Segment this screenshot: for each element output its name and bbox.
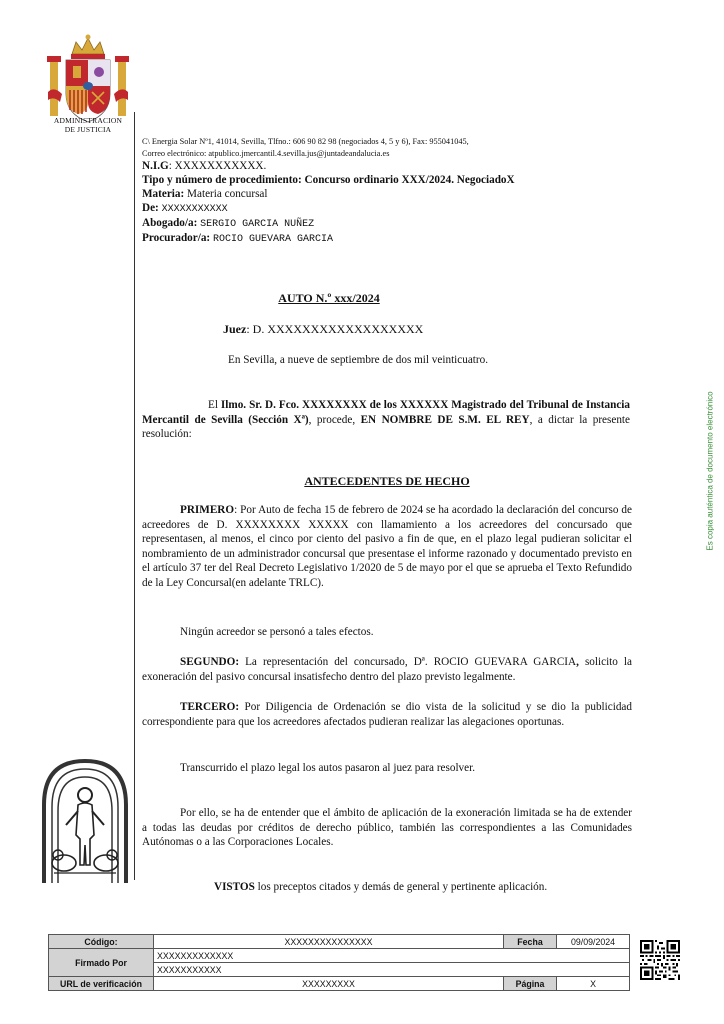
procurador-line: Procurador/a: ROCIO GUEVARA GARCIA — [142, 232, 333, 245]
juez-line: Juez: D. XXXXXXXXXXXXXXXXXX — [223, 322, 424, 336]
place-date: En Sevilla, a nueve de septiembre de dos mil veinticuatro. — [228, 354, 489, 366]
pagina-label: Página — [504, 977, 557, 991]
segundo-paragraph: SEGUNDO: La representación del concursado, Dª. ROCIO GUEVARA GARCIA, solicito la exoneración del pasivo concursal insatisfecho dentro del plazo previsto legalmente. — [142, 656, 632, 683]
porello-paragraph: Por ello, se ha de entender que el ámbito de aplicación de la exoneración limitada se ha de extender a todas las deudas por créditos de derecho público, también las correspondientes a las Comunidades Autónomas o a las Corporaciones Locales. — [142, 807, 632, 848]
firmado-value-1: XXXXXXXXXXXXX — [154, 949, 630, 963]
auto-title: AUTO N.º xxx/2024 — [278, 291, 380, 305]
vistos-paragraph: VISTOS los preceptos citados y demás de general y pertinente aplicación. — [214, 881, 548, 893]
codigo-value: XXXXXXXXXXXXXXX — [154, 935, 504, 949]
pagina-value: X — [557, 977, 630, 991]
abogado-line: Abogado/a: SERGIO GARCIA NUÑEZ — [142, 217, 315, 230]
nig-line: N.I.G: XXXXXXXXXXX. — [142, 160, 267, 172]
firmado-row — [49, 949, 630, 963]
primero-paragraph: PRIMERO: Por Auto de fecha 15 de febrero de 2024 se ha acordado la declaración del concurso de acreedores de D. XXXXXXXX XXXXX con llamamiento a los acreedores del concursado que representasen, al menos, el cinco por ciento del pasivo a fin de que, en el plazo legal pudieran solicitar el nombramiento de un administrador concursal que presentase el informe razonado y documentado previsto en el artículo 37 ter del Real Decreto Legislativo 1/2020 de 5 de mayo por el que se aprueba el Texto Refundido de la Ley Concursal(en adelante TRLC). — [142, 504, 632, 589]
materia-line: Materia: Materia concursal — [142, 188, 268, 200]
justice-emblem-icon — [38, 755, 132, 891]
firmado-label: Firmado Por — [49, 949, 154, 977]
qr-code-icon[interactable] — [640, 940, 680, 980]
de-line: De: XXXXXXXXXXX — [142, 202, 228, 215]
codigo-row — [49, 935, 630, 949]
authentic-copy-note: Es copia auténtica de documento electrónico — [705, 391, 715, 551]
court-address: C\ Energia Solar Nº1, 41014, Sevilla, Tlfno.: 606 90 82 98 (negociados 4, 5 y 6), Fax: 955041045, — [142, 137, 469, 146]
url-row — [49, 977, 630, 991]
intro-paragraph: El Ilmo. Sr. D. Fco. XXXXXXXX de los XXXXXX Magistrado del Tribunal de Instancia Mercantil de Sevilla (Sección Xª), procede, EN NOMBRE DE S.M. EL REY, a dictar la presente resolución: — [142, 399, 630, 440]
court-email: Correo electrónico: atpublico.jmercantil.4.sevilla.jus@juntadeandalucia.es — [142, 149, 390, 158]
ningun-paragraph: Ningún acreedor se personó a tales efectos. — [180, 626, 374, 638]
procedure-line: Tipo y número de procedimiento: Concurso ordinario XXX/2024. NegociadoX — [142, 174, 515, 186]
transcurrido-paragraph: Transcurrido el plazo legal los autos pasaron al juez para resolver. — [180, 762, 476, 774]
fecha-label: Fecha — [504, 935, 557, 949]
firmado-value-2: XXXXXXXXXXX — [154, 963, 630, 977]
margin-line — [134, 112, 135, 880]
verification-table — [48, 934, 630, 991]
tercero-paragraph: TERCERO: Por Diligencia de Ordenación se dio vista de la solicitud y se dio la publicidad correspondiente para que los acreedores afectados pudieran realizar las alegaciones oportunas. — [142, 701, 632, 728]
fecha-value: 09/09/2024 — [557, 935, 630, 949]
codigo-label: Código: — [49, 935, 154, 949]
url-label: URL de verificación — [49, 977, 154, 991]
antecedentes-title: ANTECEDENTES DE HECHO — [304, 474, 470, 488]
url-value: XXXXXXXXX — [154, 977, 504, 991]
administration-label: ADMINISTRACION DE JUSTICIA — [53, 116, 123, 134]
